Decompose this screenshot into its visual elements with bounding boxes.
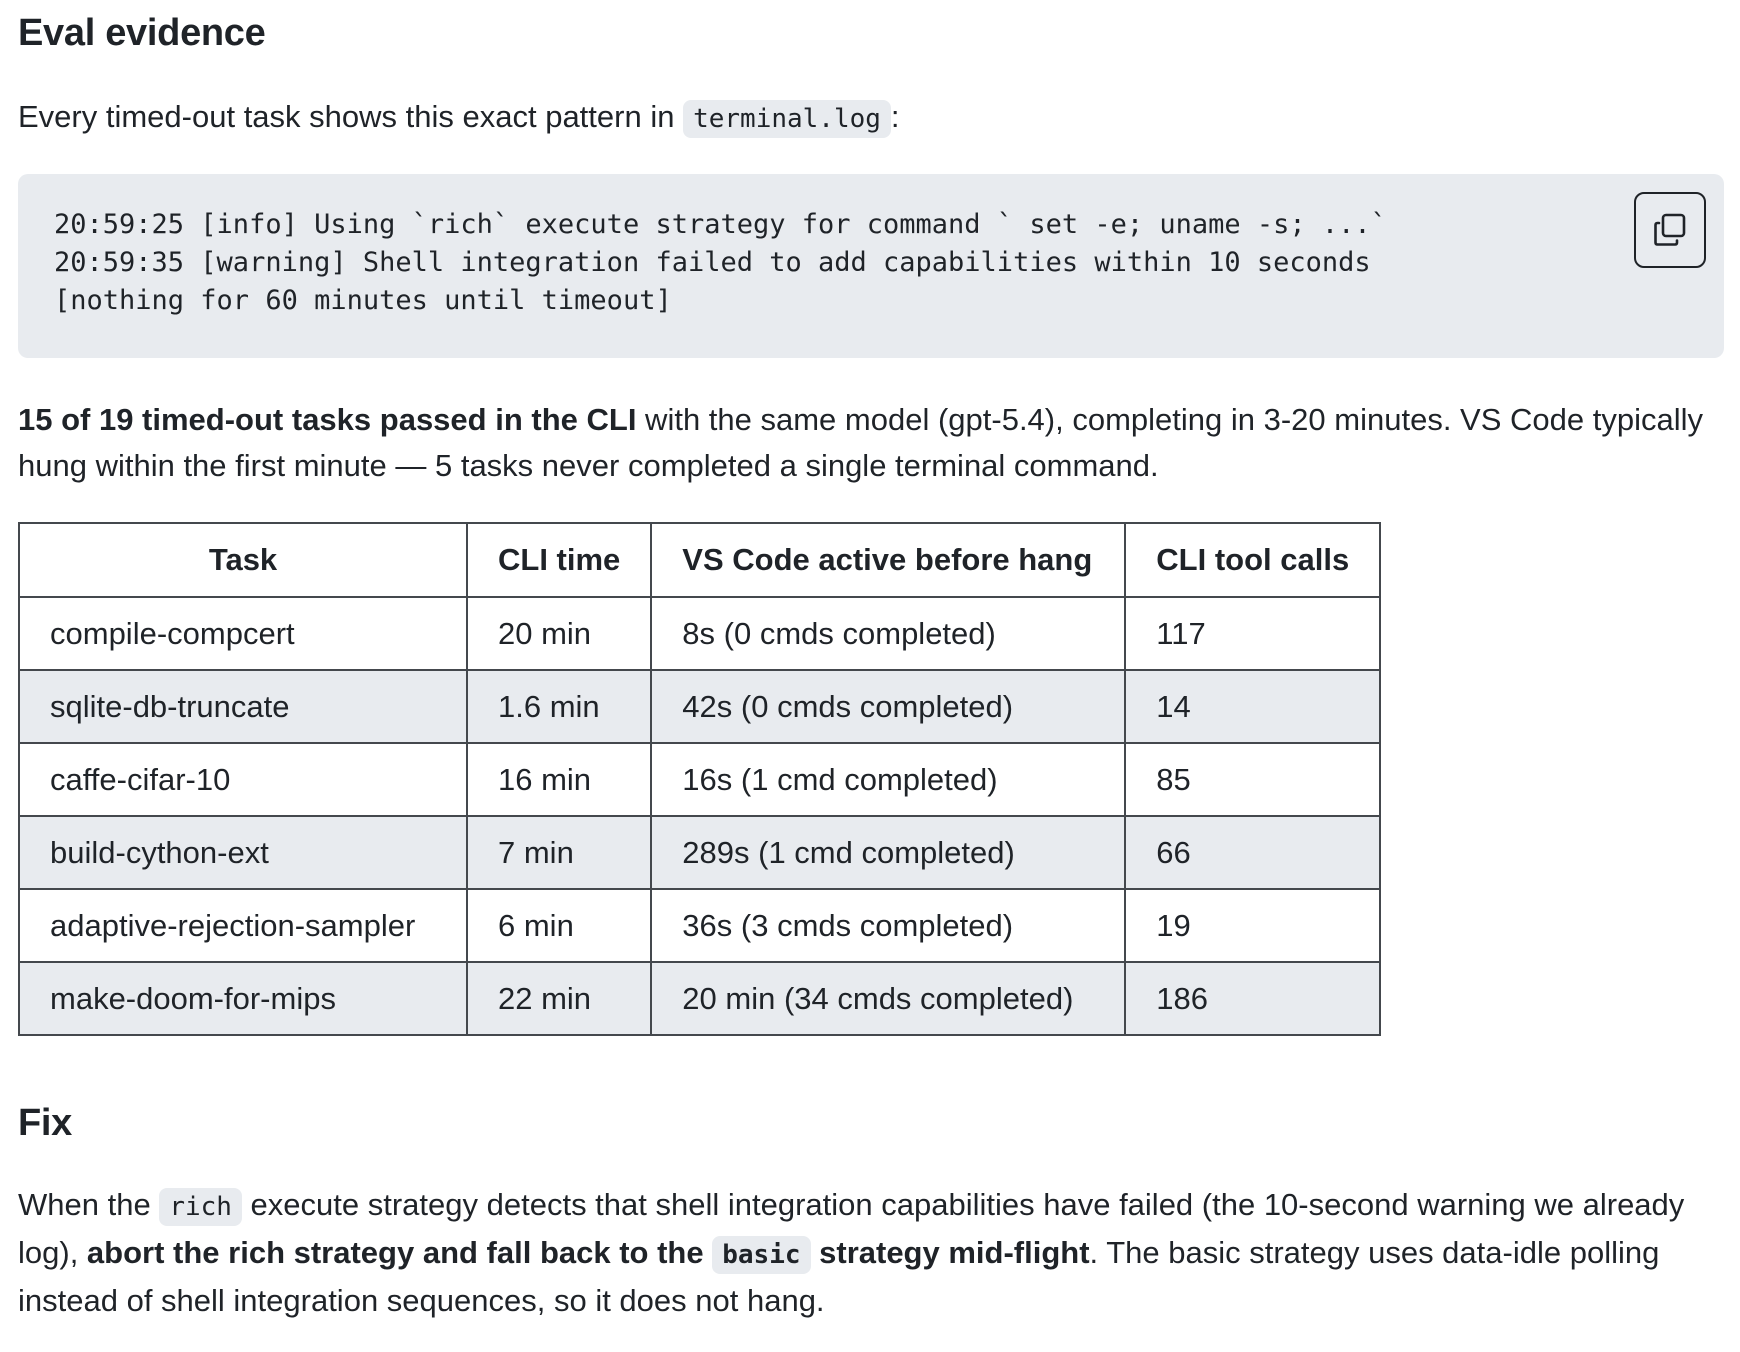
cell-cli-tool-calls: 19: [1125, 889, 1380, 962]
cell-cli-time: 7 min: [467, 816, 651, 889]
eval-evidence-heading: Eval evidence: [18, 12, 266, 54]
cell-task: sqlite-db-truncate: [19, 670, 467, 743]
cell-vscode-active: 289s (1 cmd completed): [651, 816, 1125, 889]
cell-cli-tool-calls: 186: [1125, 962, 1380, 1035]
rich-code: rich: [159, 1188, 242, 1226]
code-line: 20:59:25 [info] Using `rich` execute strategy for command ` set -e; uname -s; ...`: [54, 209, 1387, 240]
summary-bold: 15 of 19 timed-out tasks passed in the CLI: [18, 402, 637, 437]
cell-vscode-active: 36s (3 cmds completed): [651, 889, 1125, 962]
basic-code: basic: [712, 1236, 810, 1274]
code-line: 20:59:35 [warning] Shell integration failed to add capabilities within 10 seconds: [54, 247, 1371, 278]
fix-bold: [87, 1235, 1090, 1270]
terminal-log-code: terminal.log: [683, 100, 891, 138]
table-row: [19, 743, 1380, 816]
cell-cli-time: 6 min: [467, 889, 651, 962]
cell-vscode-active: 8s (0 cmds completed): [651, 597, 1125, 670]
cell-cli-time: 1.6 min: [467, 670, 651, 743]
fix-text: When the: [18, 1187, 160, 1222]
table-row: [19, 670, 1380, 743]
table-header-row: [19, 523, 1380, 597]
cell-cli-tool-calls: 117: [1125, 597, 1380, 670]
fix-paragraph: [18, 1182, 1728, 1324]
table-row: [19, 962, 1380, 1035]
code-line: [nothing for 60 minutes until timeout]: [54, 285, 672, 316]
fix-text: . The basic strategy uses data-idle polling instead of shell integration sequences, so it does not hang.: [18, 1235, 1660, 1318]
fix-bold-text: strategy mid-flight: [810, 1235, 1090, 1270]
fix-bold-text: abort the rich strategy and fall back to the: [86, 1235, 713, 1270]
cell-task: compile-compcert: [19, 597, 467, 670]
cell-task: adaptive-rejection-sampler: [19, 889, 467, 962]
table-row: [19, 816, 1380, 889]
fix-text: execute strategy detects that shell integration capabilities have failed (the 10-second warning we already log),: [18, 1187, 1685, 1270]
table-row: [19, 597, 1380, 670]
cell-vscode-active: 20 min (34 cmds completed): [651, 962, 1125, 1035]
cell-cli-time: 16 min: [467, 743, 651, 816]
fix-heading: Fix: [18, 1102, 73, 1144]
intro-text: Every timed-out task shows this exact pattern in: [18, 99, 675, 134]
cell-task: make-doom-for-mips: [19, 962, 467, 1035]
summary-text: with the same model (gpt-5.4), completing in 3-20 minutes. VS Code typically hung within the first minute — 5 tasks never completed a single terminal command.: [18, 402, 1703, 483]
copy-icon: [1652, 212, 1688, 248]
cell-vscode-active: 42s (0 cmds completed): [651, 670, 1125, 743]
table-row: [19, 889, 1380, 962]
intro-paragraph: [18, 94, 900, 142]
cell-cli-tool-calls: 85: [1125, 743, 1380, 816]
header-task: Task: [19, 523, 467, 597]
log-code-block: [18, 174, 1724, 358]
header-cli-tool-calls: CLI tool calls: [1125, 523, 1380, 597]
intro-suffix: :: [890, 99, 900, 134]
results-table: [18, 522, 1381, 1036]
summary-paragraph: [18, 397, 1718, 489]
cell-cli-tool-calls: 14: [1125, 670, 1380, 743]
cell-task: build-cython-ext: [19, 816, 467, 889]
cell-vscode-active: 16s (1 cmd completed): [651, 743, 1125, 816]
copy-button[interactable]: [1634, 192, 1706, 268]
cell-cli-time: 22 min: [467, 962, 651, 1035]
cell-cli-tool-calls: 66: [1125, 816, 1380, 889]
header-vscode-active: VS Code active before hang: [651, 523, 1125, 597]
header-cli-time: CLI time: [467, 523, 651, 597]
cell-cli-time: 20 min: [467, 597, 651, 670]
cell-task: caffe-cifar-10: [19, 743, 467, 816]
